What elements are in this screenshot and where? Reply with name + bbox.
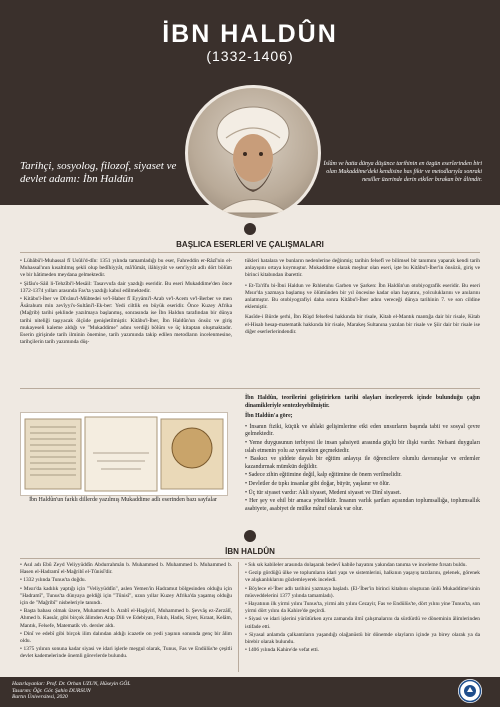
bio-item: • Siyasi ve idari işlerini yürütürken aynı zamanda ilmî çalışmalarını da sürdürdü ve döneminin âlimlerinden istifade etti. — [245, 616, 480, 630]
credits-institution: Bartın Üniversitesi, 2020 — [12, 694, 68, 700]
life-years: (1332-1406) — [206, 48, 294, 64]
work-item: • Lübâbü'l-Muhassal fî Usûli'd-dîn: 1351 yılında tamamladığı bu eser, Fahreddin er-Râzî'nin el-Muhassal'ının kısaltılmış şekli olup bedîhiyyât, mâ'lûmât, ilâhiyyât ve sem'iyyât adlı dört bölüm ve bir hâtimeden meydana gelmektedir. — [20, 258, 232, 280]
portrait-image — [185, 85, 321, 221]
work-item: • Kitâbu'l-İber ve Dîvânu'l-Mübtedei ve'l-Haber fî Eyyâmi'l-Arab ve'l-Acem ve'l-Berber ve men Âsârahum min zevîyyi's-Sultâni'l-Ek-ber: Yedi ciltlik en büyük eseridir. Önce Kuzey Afrika (Mağrib) tarihi şeklinde yazılmaya başlanmış, sonrasında ise İbn Haldun tarafından bir dünya tarihi niteliği taşıyacak ölçüde genişletilmiştir. Kitâbu'l-İber, İbn Haldûn'un önsöz ve giriş mukayeseli kaleme aldığı ve "Mukaddime" adını verdiği bölüm ve üç kitaptan oluşmaktadır. Eserin girişinde tarih ilminin önemine, tarih yazımında takip edilen metodların incelenmesine, tarihçilerin tarih yazımında düş- — [20, 296, 232, 346]
credits-design: Tasarım: Öğr. Gör. Şahin DURSUN — [12, 687, 91, 694]
works-divider — [20, 252, 480, 253]
bio-divider — [20, 558, 480, 559]
view-item: • Baskıcı ve şiddete dayalı bir eğitim anlayışı ile öğrencilere olumlu davranışlar ve erdemler kazandırmak mümkün değildir. — [245, 456, 480, 471]
bio-item: • Dinî ve edebî gibi birçok ilim dalından aldığı icazetle on yedi yaşının sonunda genç bir âlim oldu. — [20, 631, 232, 645]
bio-column-divider — [238, 562, 239, 672]
person-icon — [244, 530, 256, 542]
view-item: • İnsanın fiziki, küçük ve ahlaki gelişimlerine etki eden unsurların başında tabii ve sosyal çevre gelmektedir. — [245, 424, 480, 439]
university-seal-icon — [458, 679, 482, 703]
footer-band — [0, 677, 500, 707]
manuscript-photo — [20, 412, 228, 496]
bio-section-title: İBN HALDÛN — [225, 547, 275, 556]
view-item: • Üç tür siyaset vardır: Akli siyaset, Medeni siyaset ve Dinî siyaset. — [245, 490, 480, 498]
bio-item: • Hayatının ilk yirmi yılını Tunus'ta, yirmi altı yılını Cezayir, Fas ve Endülüs'te, dört yılını yine Tunus'ta, son yirmi dört yılını da Kahire'de geçirdi. — [245, 601, 480, 615]
view-item: • Devletler de tıpkı insanlar gibi doğar, büyür, yaşlanır ve ölür. — [245, 481, 480, 489]
book-icon — [244, 223, 256, 235]
bio-item: • Başta babası olmak üzere, Muhammed b. Arabî el-Haşâyirî, Muhammed b. Şevvâş ez-Zerzâlî, Ahmed b. Kassâr, gibi birçok âlimden Arap Dili ve Edebiyatı, Fıkıh, Hadis, Siyer, Kıraat, Kelâm, Mantık, Felsefe, Matematik vb. dersler aldı. — [20, 608, 232, 630]
portrait-illustration — [188, 88, 318, 218]
work-paragraph: tükleri hatalara ve bunların nedenlerine değinmiş; tarihin felsefî ve bilimsel bir tanımını yaparak kendi tarih anlayışını ortaya koymuştur. Mukaddime olarak meşhur olan eseri, işte bu Kitâbu'l-İber'in önsözü, giriş ve birinci kitabından ibarettir. — [245, 258, 480, 279]
views-subhead: İbn Haldûn'a göre; — [245, 413, 293, 420]
view-item: • Yeme duygusunun terbiyesi ile insan şahsiyeti arasında güçlü bir ilişki vardır. Nefsani duyguları ıslah etmenin yolu az yemekten geçmektedir. — [245, 440, 480, 455]
work-paragraph: • Et-Ta'rîfu bi-İbni Haldun ve Rıhletuhu Garben ve Şarken: İbn Haldûn'un otobiyografik eseridir. Bu eseri Mısır'da yazmaya başlamış ve ölümünden bir yıl öncesine kadar olan hayatını, yolculuklarını ve anılarını anlatmıştır. Bu otobiyografiyi daha sonra Kitâbu'l-İber adını vereceği dünya tarihinin 7. ve son cildine eklemiştir. — [245, 282, 480, 311]
bio-item: • 1332 yılında Tunus'ta doğdu. — [20, 577, 232, 584]
photo-caption: İbn Haldûn'un farklı dillerde yazılmış Mukaddime adlı eserinden bazı sayfalar — [29, 497, 217, 503]
manuscript-illustration — [21, 413, 227, 495]
mid-divider — [20, 388, 480, 389]
page-title: İBN HALDÛN — [162, 20, 338, 48]
views-intro: İbn Haldûn, teorilerini geliştirirken tarihi olayları inceleyerek içinde bulunduğu çağın dinamikleriyle sentezleyebilmiştir. — [245, 395, 480, 409]
work-item: • Şifâu's-Sâil li-Tehzîbi'l-Mesâil: Tasavvufa dair yazdığı eseridir. Bu eseri Mukaddime'den önce 1372-1374 yılları arasında Fas'ta yazdığı kabul edilmektedir. — [20, 281, 232, 295]
bio-right-column — [245, 562, 480, 655]
bio-left-column — [20, 562, 232, 662]
bio-item: • 1375 yılının sonuna kadar siyasi ve idari işlerle meşgul olarak, Tunus, Fas ve Endülüs'te çeşitli devlet kademelerinde önemli görevlerde bulundu. — [20, 646, 232, 660]
views-column — [245, 395, 480, 514]
works-left-column — [20, 258, 232, 347]
bio-item: • Mısır'da kadılık yaptığı için "Veliyyüddîn", aslen Yemen'in Hadramut bölgesinden olduğu için "Hadramî", Tunus'ta dünyaya geldiği için "Tûnisî", uzun yıllar Kuzey Afrika'da yaşamış olduğu için de "Mağribî" nisbeleriyle tanındı. — [20, 586, 232, 608]
credits-authors: Hazırlayanlar: Prof. Dr. Orhan UZUN, Hüseyin GÖL — [12, 681, 131, 687]
work-paragraph: Kasîde-i Bürde şerhi, İbn Rüşd felsefesi hakkında bir risale, Kitab el-Mantık mantığa dair bir risale, Kitab el-Hisab hesap-matematik hakkında bir risale, Marakeş Sultanına yazılan bir risale ve Şiir dair bir risale ise diğer eserlerlerindendir. — [245, 314, 480, 335]
credits — [12, 681, 130, 701]
bio-item: • Böylece el-'İber adlı tarihini yazmaya başladı. (El-'İber'in birinci kitabını oluşturan ünlü Mukaddime'sinin müsveddelerini 1377 yılında tamamladı). — [245, 586, 480, 600]
works-section-title: BAŞLICA ESERLERİ VE ÇALIŞMALARI — [176, 240, 324, 249]
view-item: • Her şey ve ehil bir amaca yöneliktir. İnsanın varlık şartları açısından toplumsallığa, toplumsallık asabiyete, asabiyet de mülke mâtuf olarak var olur. — [245, 498, 480, 513]
view-item: • Sadece zihin eğitimine değil, kalp eğitimine de önem verilmelidir. — [245, 472, 480, 480]
right-quote: İslâm ve hatta dünya düşünce tarihinin en özgün eserlerinden biri olan Mukaddime'deki kendisine has fikir ve metodlarıyla sonraki nesiller üzerinde derin etkiler bırakan bir âlimdir. — [323, 161, 482, 183]
bio-item: • Asıl adı Ebû Zeyd Veliyyüddîn Abdurrahmân b. Muhammed b. Muhammed b. Muhammed b. Hasen el-Hadramî el-Mağribî el-Tûnisî'dir. — [20, 562, 232, 576]
bio-item: • Gezip gördüğü ülke ve toplumların idari yapı ve sistemlerini, halkının yaşayış tarzlarını, gelenek, görenek ve alışkanlıklarını gözlemleyerek inceledi. — [245, 570, 480, 584]
bio-item: • 1406 yılında Kahire'de vefat etti. — [245, 647, 480, 654]
bio-item: • Sık sık kabileler arasında dolaşarak bedevî kabile hayatını yakından tanıma ve inceleme fırsatı buldu. — [245, 562, 480, 569]
left-quote: Tarihçi, sosyolog, filozof, siyaset ve devlet adamı: İbn Haldûn — [20, 160, 177, 185]
bio-item: • Siyasal anlamda çalkantıların yaşandığı olağanüstü bir dönemde olayların içinde ya birey olarak ya da birebir olarak bulundu. — [245, 632, 480, 646]
works-right-column — [245, 258, 480, 339]
seal-graphic — [458, 679, 482, 703]
